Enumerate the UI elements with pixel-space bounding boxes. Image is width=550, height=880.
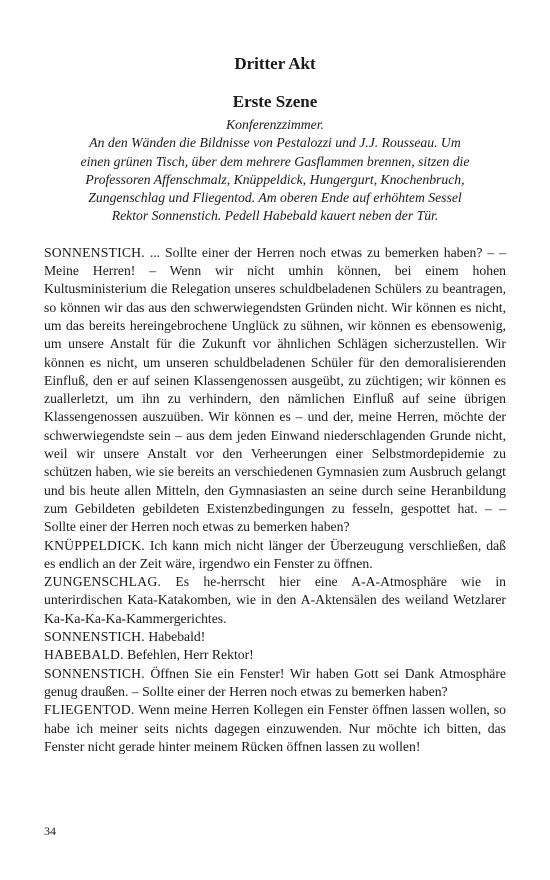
speaker-name: ZUNGENSCHLAG. bbox=[44, 574, 162, 590]
stage-direction-line: Konferenzzimmer. bbox=[226, 117, 324, 132]
speech-text: Habebald! bbox=[148, 629, 206, 645]
stage-direction bbox=[44, 116, 506, 226]
speaker-name: SONNENSTICH. bbox=[44, 665, 145, 681]
speaker-name: HABEBALD. bbox=[44, 647, 124, 663]
scene-heading: Erste Szene bbox=[232, 92, 318, 111]
speech-text: Es he-herrscht hier eine A-A-Atmosphäre wie in unterirdischen Kata-Katakomben, wie in den A-Aktensälen des weiland Wetzlarer Ka-Ka-Ka-Ka-Kammergerichtes. bbox=[44, 574, 506, 626]
page-number: 34 bbox=[44, 824, 56, 838]
stage-direction-line: Professoren Affenschmalz, Knüppeldick, Hungergurt, Knochenbruch, bbox=[85, 171, 465, 187]
stage-direction-line: einen grünen Tisch, über dem mehrere Gasflammen brennen, sitzen die bbox=[80, 153, 470, 169]
speaker-name: SONNENSTICH. bbox=[44, 629, 145, 645]
speaker-name: FLIEGENTOD. bbox=[44, 702, 135, 718]
stage-direction-line: Zungenschlag und Fliegentod. Am oberen Ende auf erhöhtem Sessel bbox=[88, 190, 462, 206]
stage-direction-line: An den Wänden die Bildnisse von Pestalozzi und J.J. Rousseau. Um bbox=[89, 135, 461, 151]
speech-text: ... Sollte einer der Herren noch etwas zu bemerken haben? – – Meine Herren! – Wenn wir nicht umhin können, bei einem hohen Kultusministerium die Relegation unseres schuldbeladenen Schülers zu beantragen, so können wir das aus den schwerwiegendsten Gründen nicht. Wir können es nicht, um das bereits hereingebrochene Unglück zu sühnen, wir können es ebensowenig, um unsere Anstalt für die Zukunft vor ähnlichen Schlägen sicherzustellen. Wir können es nicht, um unseren schuldbeladenen Schüler für den demoralisierenden Einfluß, den er auf seinen Klassengenossen ausgeübt, zu züchtigen; wir können es zuallerletzt, um ihn zu verhindern, den nämlichen Einfluß auf seine übrigen Klassengenossen auszuüben. Wir können es – und der, meine Herren, möchte der schwerwiegendste sein – aus dem jeden Einwand niederschlagenden Grunde nicht, weil wir unsere Anstalt vor den Verheerungen einer Selbstmordepidemie zu schützen haben, wie sie bereits an verschiedenen Gymnasien zum Ausbruch gelangt und bis heute allen Mitteln, den Gymnasiasten an seine durch seine Heranbildung zum Gebildeten gebildeten Existenzbedingungen zu fesseln, gespottet hat. – – Sollte einer der Herren noch etwas zu bemerken haben? bbox=[44, 244, 506, 535]
book-page bbox=[44, 54, 506, 756]
speech bbox=[44, 665, 506, 702]
speech-text: Befehlen, Herr Rektor! bbox=[127, 647, 254, 663]
speech-text: Öffnen Sie ein Fenster! Wir haben Gott sei Dank Atmosphäre genug draußen. – Sollte einer der Herren noch etwas zu bemerken haben? bbox=[44, 665, 507, 699]
speech bbox=[44, 573, 506, 628]
speech bbox=[44, 628, 506, 646]
stage-direction-line: Rektor Sonnenstich. Pedell Habebald kauert neben der Tür. bbox=[111, 208, 439, 224]
speaker-name: KNÜPPELDICK. bbox=[44, 537, 145, 553]
speech bbox=[44, 646, 506, 664]
speech-text: Ich kann mich nicht länger der Überzeugung verschließen, daß es endlich an der Zeit wäre, irgendwo ein Fenster zu öffnen. bbox=[44, 537, 507, 571]
speech-text: Wenn meine Herren Kollegen ein Fenster öffnen lassen wollen, so habe ich meiner seits nichts dagegen einzuwenden. Nur möchte ich bitten, das Fenster nicht gerade hinter meinem Rücken öffnen lassen zu wollen! bbox=[44, 702, 506, 754]
speech bbox=[44, 244, 506, 537]
dialogue bbox=[44, 244, 506, 756]
act-heading: Dritter Akt bbox=[234, 54, 316, 73]
speech bbox=[44, 537, 506, 574]
speech bbox=[44, 701, 506, 756]
speaker-name: SONNENSTICH. bbox=[44, 244, 145, 260]
